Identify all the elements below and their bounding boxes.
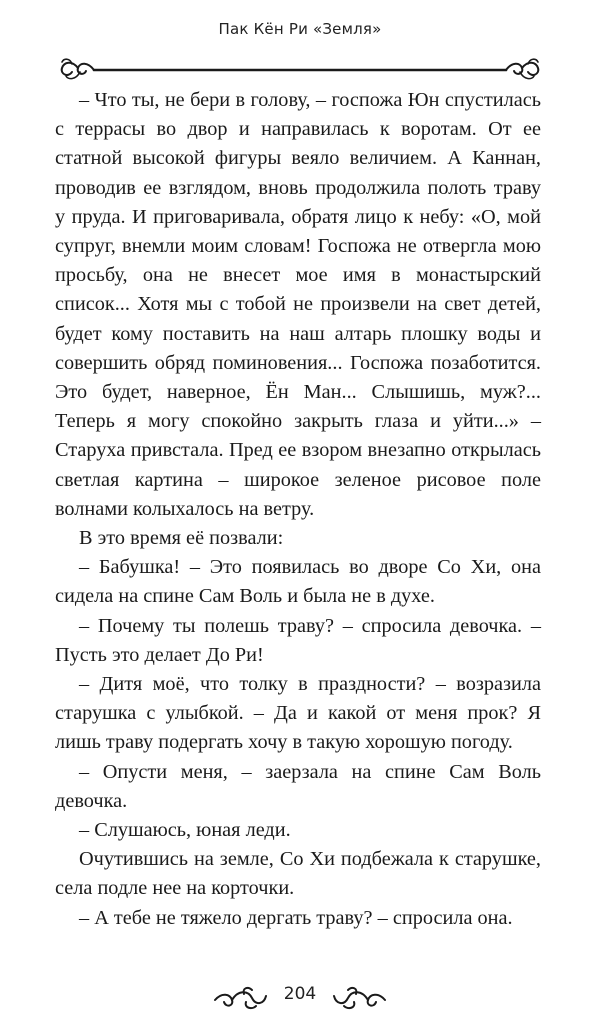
body-text — [55, 86, 541, 933]
paragraph: Очутившись на земле, Со Хи подбежала к старушке, села подле нее на корточки. — [55, 848, 541, 900]
paragraph: – Слушаюсь, юная леди. — [79, 819, 291, 842]
paragraph: – Дитя моё, что толку в праздности? – возразила старушка с улыбкой. – Да и какой от меня прок? Я лишь траву подергать хочу в такую хорошую погоду. — [55, 673, 541, 754]
header-ornament-rule — [58, 56, 542, 84]
paragraph: – Что ты, не бери в голову, – госпожа Юн спустилась с террасы во двор и направилась к воротам. От ее статной высокой фигуры веяло величием. А Каннан, проводив ее взглядом, вновь продолжила полоть траву у пруда. И приговаривала, обратя лицо к небу: «О, мой супруг, внемли моим словам! Госпожа не отвергла мою просьбу, она не внесет мое имя в монастырский список... Хотя мы с тобой не произвели на свет детей, будет кому поставить на наш алтарь плошку воды и совершить обряд поминовения... Госпожа позаботится. Это будет, наверное, Ён Ман... Слышишь, муж?... Теперь я могу спокойно закрыть глаза и уйти...» – Старуха привстала. Пред ее взором внезапно открылась светлая картина – широкое зеленое рисовое поле волнами колыхалось на ветру. — [55, 89, 541, 520]
running-title: Пак Кён Ри «Земля» — [218, 20, 382, 38]
page-number: 204 — [283, 984, 317, 1004]
paragraph: В это время её позвали: — [79, 527, 284, 550]
paragraph: – Опусти меня, – заерзала на спине Сам Воль девочка. — [55, 760, 541, 812]
paragraph: – Почему ты полешь траву? – спросила девочка. – Пусть это делает До Ри! — [55, 614, 541, 666]
paragraph: – А тебе не тяжело дергать траву? – спросила она. — [79, 906, 513, 929]
paragraph: – Бабушка! – Это появилась во дворе Со Хи, она сидела на спине Сам Воль и была не в духе. — [55, 556, 541, 608]
